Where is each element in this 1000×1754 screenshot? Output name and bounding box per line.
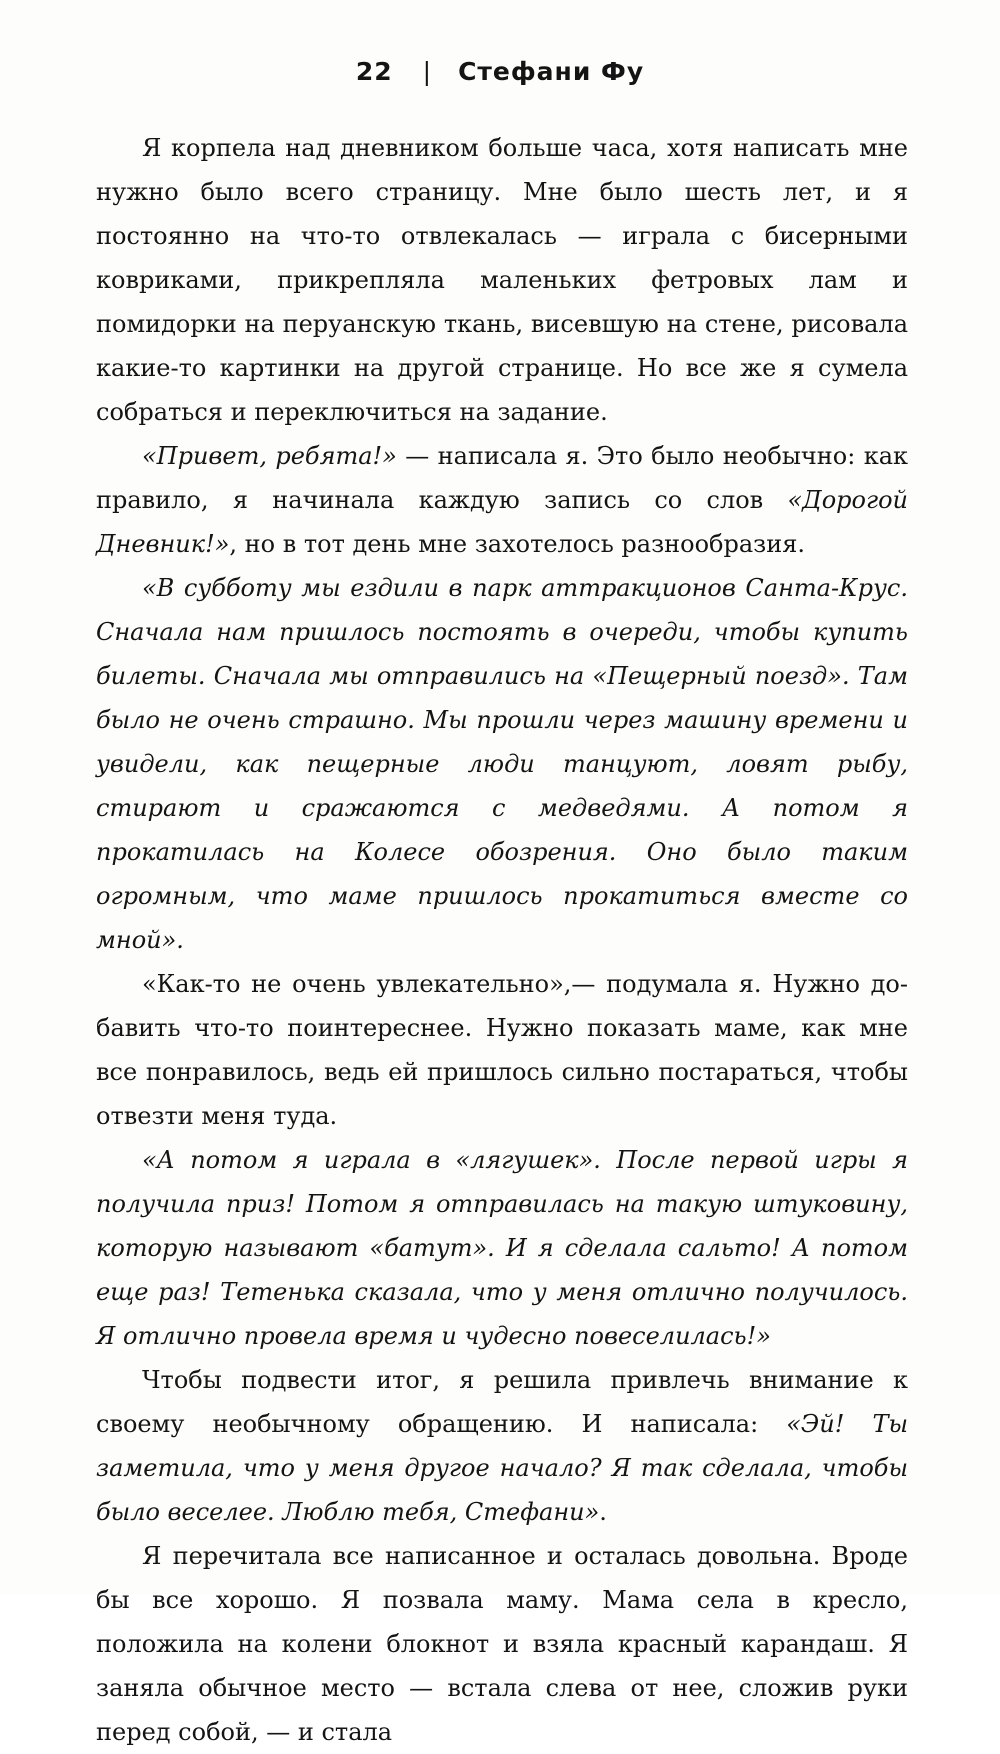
quote-privet: «Привет, ребята!» bbox=[142, 442, 397, 470]
paragraph-6: Чтобы подвести итог, я решила привлечь внимание к своему необычному обращению. И написала: «Эй! Ты заметила, что у меня другое начало? Я так сделала, чтобы было веселее. Люблю тебя, Стефани». bbox=[96, 1366, 908, 1526]
running-header bbox=[0, 52, 1000, 92]
paragraph-2: «Привет, ребята!» — написала я. Это было необычно: как правило, я начинала каждую запись со слов «Дорогой Дневник!», но в тот день мне захотелось разнообразия. bbox=[96, 442, 909, 558]
quote-closing: «Эй! Ты заметила, что у меня другое начало? Я так сделала, чтобы было веселее. Люблю тебя, Стефани» bbox=[96, 1410, 908, 1526]
header-separator: | bbox=[422, 57, 433, 86]
quote-dear-diary: «Дорогой Дневник!» bbox=[96, 486, 908, 558]
paragraph-5-diary-entry: «А потом я играла в «лягушек». После первой игры я получила приз! Потом я отправилась на такую штуковину, которую называют «батут». И я сделала сальто! А потом еще раз! Тетенька сказала, что у меня отлично получилось. Я отлично провела время и чудесно повеселилась!» bbox=[96, 1146, 908, 1350]
paragraph-7: Я перечитала все написанное и осталась довольна. Вроде бы все хорошо. Я позвала маму. Мама села в кресло, положила на колени блокнот и взяла красный карандаш. Я заняла обычное место — встала слева от нее, сложив руки перед собой, — и стала bbox=[96, 1542, 908, 1746]
paragraph-4: «Как-то не очень увлекательно»,— подумала я. Нужно добавить что-то поинтереснее. Нужно показать маме, как мне все понравилось, ведь ей пришлось сильно постараться, чтобы отвезти меня туда. bbox=[96, 970, 908, 1130]
author-name: Стефани Фу bbox=[458, 57, 645, 86]
page-number: 22 bbox=[355, 57, 393, 86]
paragraph-1: Я корпела над дневником больше часа, хотя написать мне нужно было всего страницу. Мне было шесть лет, и я постоянно на что-то отвлекалась — играла с бисерными ковриками, прикрепляла маленьких фетровых лам и помидорки на перуанскую ткань, висевшую на стене, рисовала какие-то картинки на другой странице. Но все же я сумела собраться и переключиться на задание. bbox=[96, 134, 908, 426]
paragraph-3-diary-entry: «В субботу мы ездили в парк аттракционов Санта-Крус. Сначала нам пришлось постоять в очереди, чтобы купить билеты. Сначала мы отправились на «Пещерный поезд». Там было не очень страшно. Мы прошли через машину времени и увидели, как пещерные люди танцуют, ловят рыбу, стирают и сражаются с медведями. А потом я прокатилась на Колесе обозрения. Оно было таким огромным, что маме пришлось прокатиться вместе со мной». bbox=[96, 574, 908, 954]
body-text bbox=[96, 126, 908, 1754]
